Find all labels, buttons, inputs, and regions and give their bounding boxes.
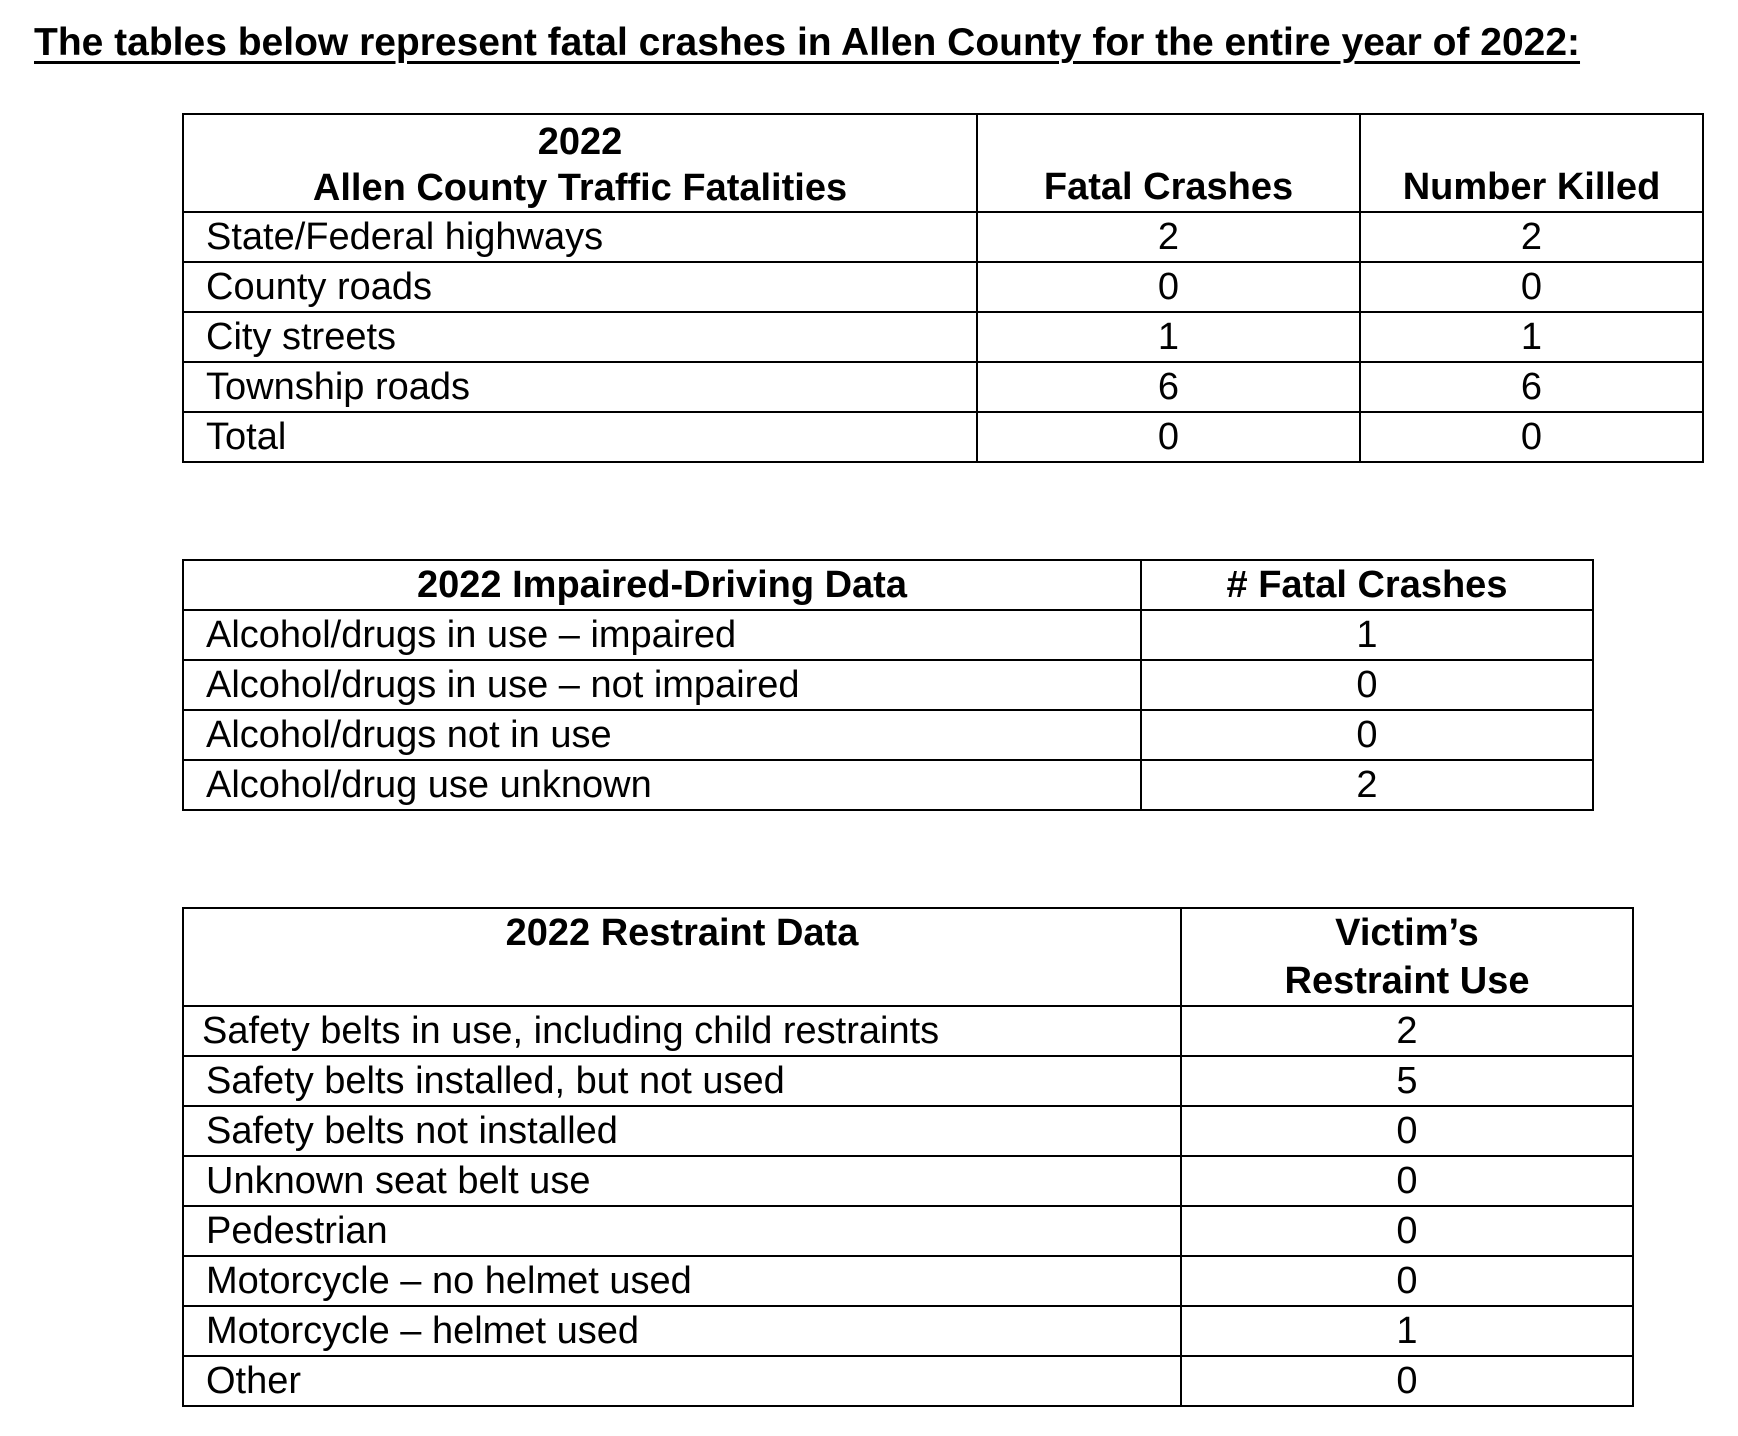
table-row: [183, 1056, 1633, 1106]
row-label: Alcohol/drugs not in use: [183, 710, 1141, 760]
number-killed-value: 2: [1360, 212, 1703, 262]
row-label: Pedestrian: [183, 1206, 1181, 1256]
table-row: [183, 312, 1703, 362]
fatalities-header-cell: [183, 114, 977, 212]
fatal-crashes-value: 1: [1141, 610, 1593, 660]
row-label: Alcohol/drugs in use – impaired: [183, 610, 1141, 660]
restraint-value: 0: [1181, 1356, 1633, 1406]
fatal-crashes-value: 0: [977, 412, 1360, 462]
restraint-table: [182, 907, 1634, 1407]
table-row: [183, 1156, 1633, 1206]
restraint-col-line2: Restraint Use: [1284, 960, 1530, 1002]
restraint-value: 1: [1181, 1306, 1633, 1356]
table-row: [183, 1006, 1633, 1056]
row-label: Alcohol/drug use unknown: [183, 760, 1141, 810]
table-row: [183, 710, 1593, 760]
row-label: State/Federal highways: [183, 212, 977, 262]
row-label: City streets: [183, 312, 977, 362]
row-label: Township roads: [183, 362, 977, 412]
fatal-crashes-value: 6: [977, 362, 1360, 412]
fatal-crashes-value: 1: [977, 312, 1360, 362]
table-row: [183, 262, 1703, 312]
restraint-value: 2: [1181, 1006, 1633, 1056]
table-row: [183, 412, 1703, 462]
fatal-crashes-value: 2: [977, 212, 1360, 262]
number-killed-value: 0: [1360, 412, 1703, 462]
table-row: [183, 1106, 1633, 1156]
restraint-col-line1: Victim’s: [1335, 912, 1479, 954]
impaired-driving-table: [182, 559, 1594, 811]
table-row: [183, 760, 1593, 810]
row-label: Other: [183, 1356, 1181, 1406]
row-label: Safety belts not installed: [183, 1106, 1181, 1156]
row-label: Safety belts in use, including child restraints: [183, 1006, 1181, 1056]
restraint-header-title: 2022 Restraint Data: [183, 908, 1181, 1006]
number-killed-value: 0: [1360, 262, 1703, 312]
fatal-crashes-value: 2: [1141, 760, 1593, 810]
row-label: County roads: [183, 262, 977, 312]
table-row: [183, 610, 1593, 660]
page-title: The tables below represent fatal crashes in Allen County for the entire year of 2022:: [34, 21, 1581, 64]
fatal-crashes-value: 0: [1141, 660, 1593, 710]
table-row: [183, 212, 1703, 262]
col-header-fatal-crashes-count: # Fatal Crashes: [1141, 560, 1593, 610]
number-killed-value: 1: [1360, 312, 1703, 362]
row-label: Motorcycle – no helmet used: [183, 1256, 1181, 1306]
fatal-crashes-value: 0: [1141, 710, 1593, 760]
restraint-value: 0: [1181, 1256, 1633, 1306]
col-header-fatal-crashes: Fatal Crashes: [977, 114, 1360, 212]
table-row: [183, 1256, 1633, 1306]
col-header-number-killed: Number Killed: [1360, 114, 1703, 212]
restraint-value: 0: [1181, 1206, 1633, 1256]
row-label: Safety belts installed, but not used: [183, 1056, 1181, 1106]
fatalities-header-title: Allen County Traffic Fatalities: [312, 167, 848, 209]
table-row: [183, 1206, 1633, 1256]
restraint-value: 5: [1181, 1056, 1633, 1106]
fatal-crashes-value: 0: [977, 262, 1360, 312]
table-row: [183, 362, 1703, 412]
restraint-value: 0: [1181, 1156, 1633, 1206]
row-label: Unknown seat belt use: [183, 1156, 1181, 1206]
table-row: [183, 660, 1593, 710]
fatalities-table: [182, 113, 1704, 463]
row-label: Alcohol/drugs in use – not impaired: [183, 660, 1141, 710]
row-label: Total: [183, 412, 977, 462]
table-row: [183, 1306, 1633, 1356]
fatalities-header-year: 2022: [537, 121, 623, 163]
impaired-header-title: 2022 Impaired-Driving Data: [183, 560, 1141, 610]
number-killed-value: 6: [1360, 362, 1703, 412]
row-label: Motorcycle – helmet used: [183, 1306, 1181, 1356]
restraint-value: 0: [1181, 1106, 1633, 1156]
table-row: [183, 1356, 1633, 1406]
col-header-restraint-use: [1181, 908, 1633, 1006]
